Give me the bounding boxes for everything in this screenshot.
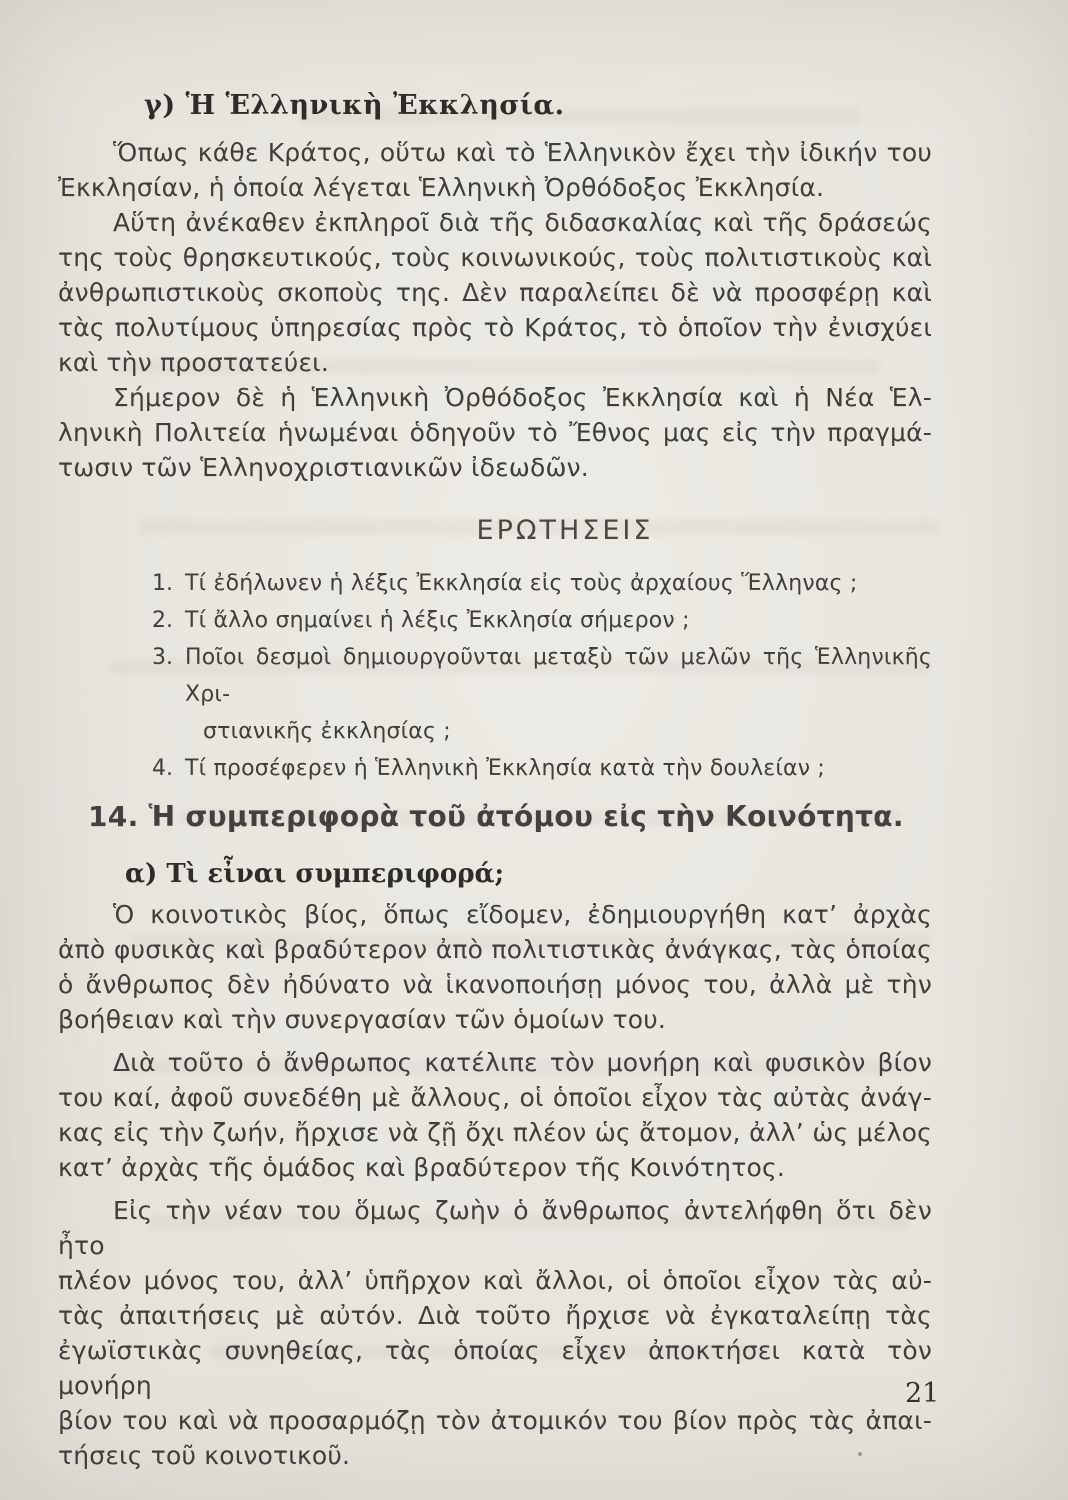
text-line: Ὁ κοινοτικὸς βίος, ὅπως εἴδομεν, ἐδημιουργήθη κατ’ ἀρχὰς	[113, 900, 932, 929]
section-c-heading: γ) Ἡ Ἑλληνικὴ Ἐκκλησία.	[144, 90, 565, 121]
section-14-heading: 14. Ἡ συμπεριφορὰ τοῦ ἀτόμου εἰς τὴν Κοινότητα.	[88, 800, 904, 833]
text-line: τήσεις τοῦ κοινοτικοῦ.	[58, 1441, 351, 1470]
text-line: Τί ἐδήλωνεν ἡ λέξις Ἐκκλησία εἰς τοὺς ἀρχαίους Ἕλληνας ;	[185, 571, 858, 596]
text-line: ληνικὴ Πολιτεία ἡνωμέναι ὁδηγοῦν τὸ Ἔθνος μας εἰς τὴν πραγμά-	[58, 418, 932, 447]
paragraph	[58, 1193, 932, 1473]
text-column	[58, 88, 932, 1473]
text-line: Αὕτη ἀνέκαθεν ἐκπληροῖ διὰ τῆς διδασκαλίας καὶ τῆς δράσεώς	[113, 208, 932, 237]
question-text	[185, 602, 932, 639]
text-line: τωσιν τῶν Ἑλληνοχριστιανικῶν ἰδεωδῶν.	[58, 453, 589, 482]
subsection-a-heading: α) Τὶ εἶναι συμπεριφορά;	[125, 859, 505, 889]
text-line: ἀνθρωπιστικοὺς σκοποὺς της. Δὲν παραλείπει δὲ νὰ προσφέρῃ καὶ	[58, 278, 932, 307]
question-text	[185, 639, 932, 750]
page-number: 21	[905, 1378, 940, 1409]
question-text	[185, 750, 932, 787]
question-item	[152, 639, 932, 750]
text-line: Εἰς τὴν νέαν του ὅμως ζωὴν ὁ ἄνθρωπος ἀντελήφθη ὅτι δὲν ἦτο	[58, 1196, 932, 1260]
question-item	[152, 750, 932, 787]
text-line: ἐγωϊστικὰς συνηθείας, τὰς ὁποίας εἶχεν ἀποκτήσει κατὰ τὸν μονήρη	[58, 1336, 932, 1400]
text-line: βίον του καὶ νὰ προσαρμόζῃ τὸν ἀτομικόν του βίον πρὸς τὰς ἀπαι-	[58, 1406, 932, 1435]
text-line: πλέον μόνος του, ἀλλ’ ὑπῆρχον καὶ ἄλλοι, οἱ ὁποῖοι εἶχον τὰς αὐ-	[58, 1266, 932, 1295]
question-number: 4.	[152, 756, 173, 781]
paragraph	[58, 135, 932, 205]
text-line: Τί προσέφερεν ἡ Ἑλληνικὴ Ἐκκλησία κατὰ τὴν δουλείαν ;	[185, 756, 826, 781]
text-line: Ποῖοι δεσμοὶ δημιουργοῦνται μεταξὺ τῶν μελῶν τῆς Ἑλληνικῆς Χρι-	[185, 645, 932, 707]
questions-list	[152, 565, 932, 787]
text-line: κας εἰς τὴν ζωήν, ἤρχισε νὰ ζῇ ὄχι πλέον ὡς ἄτομον, ἀλλ’ ὡς μέλος	[58, 1118, 932, 1147]
question-item	[152, 602, 932, 639]
question-text	[185, 565, 932, 602]
text-line: της τοὺς θρησκευτικούς, τοὺς κοινωνικούς, τοὺς πολιτιστικοὺς καὶ	[58, 243, 932, 272]
paragraph	[58, 205, 932, 380]
text-line: Διὰ τοῦτο ὁ ἄνθρωπος κατέλιπε τὸν μονήρη καὶ φυσικὸν βίον	[113, 1048, 932, 1077]
paragraph	[58, 897, 932, 1037]
text-line: του καί, ἀφοῦ συνεδέθη μὲ ἄλλους, οἱ ὁποῖοι εἶχον τὰς αὐτὰς ἀνάγ-	[58, 1083, 932, 1112]
question-item	[152, 565, 932, 602]
paragraph	[58, 380, 932, 485]
question-number: 2.	[152, 608, 173, 633]
text-line: βοήθειαν καὶ τὴν συνεργασίαν τῶν ὁμοίων του.	[58, 1005, 667, 1034]
text-line: Τί ἄλλο σημαίνει ἡ λέξις Ἐκκλησία σήμερον ;	[185, 608, 690, 633]
text-line: στιανικῆς ἐκκλησίας ;	[203, 719, 451, 744]
text-line: τὰς πολυτίμους ὑπηρεσίας πρὸς τὸ Κράτος, τὸ ὁποῖον τὴν ἐνισχύει	[58, 313, 932, 342]
text-line: Σήμερον δὲ ἡ Ἑλληνικὴ Ὀρθόδοξος Ἐκκλησία καὶ ἡ Νέα Ἑλ-	[113, 383, 932, 412]
text-line: Ἐκκλησίαν, ἡ ὁποία λέγεται Ἑλληνικὴ Ὀρθόδοξος Ἐκκλησία.	[58, 173, 825, 202]
text-line: ἀπὸ φυσικὰς καὶ βραδύτερον ἀπὸ πολιτιστικὰς ἀνάγκας, τὰς ὁποίας	[58, 935, 932, 964]
questions-heading: ΕΡΩΤΗΣΕΙΣ	[476, 515, 654, 546]
text-line: τὰς ἀπαιτήσεις μὲ αὐτόν. Διὰ τοῦτο ἤρχισε νὰ ἐγκαταλείπῃ τὰς	[58, 1301, 932, 1330]
question-number: 3.	[152, 645, 173, 670]
paragraph	[58, 1045, 932, 1185]
text-line: ὁ ἄνθρωπος δὲν ἠδύνατο νὰ ἱκανοποιήσῃ μόνος του, ἀλλὰ μὲ τὴν	[58, 970, 932, 999]
question-number: 1.	[152, 571, 173, 596]
text-line: κατ’ ἀρχὰς τῆς ὁμάδος καὶ βραδύτερον τῆς Κοινότητος.	[58, 1153, 785, 1182]
text-line: καὶ τὴν προστατεύει.	[58, 348, 329, 377]
text-line: Ὅπως κάθε Κράτος, οὕτω καὶ τὸ Ἑλληνικὸν ἔχει τὴν ἰδικήν του	[113, 138, 932, 167]
